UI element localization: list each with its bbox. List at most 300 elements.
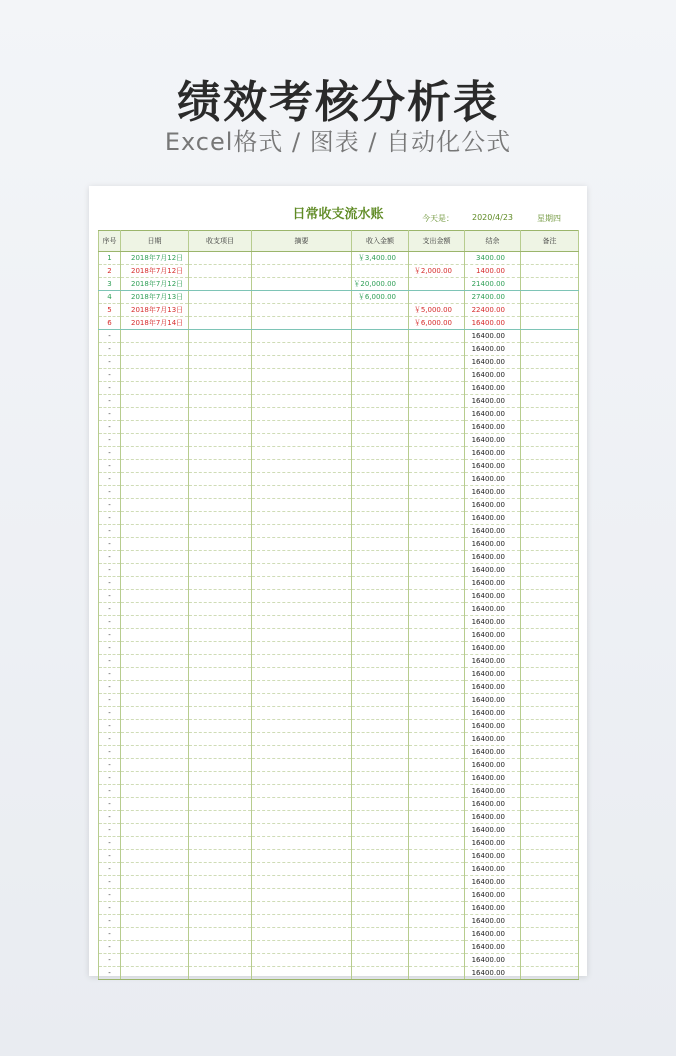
cell-date[interactable] — [121, 746, 189, 759]
cell-note[interactable] — [521, 473, 579, 486]
cell-date[interactable] — [121, 863, 189, 876]
table-row[interactable] — [99, 642, 579, 655]
cell-date[interactable] — [121, 733, 189, 746]
cell-expense[interactable] — [409, 837, 465, 850]
cell-balance[interactable]: 16400.00 — [465, 967, 521, 980]
cell-item[interactable] — [189, 590, 252, 603]
cell-income[interactable] — [352, 486, 409, 499]
cell-item[interactable] — [189, 772, 252, 785]
cell-income[interactable] — [352, 551, 409, 564]
table-row[interactable] — [99, 369, 579, 382]
cell-date[interactable] — [121, 876, 189, 889]
cell-expense[interactable] — [409, 928, 465, 941]
table-row[interactable] — [99, 616, 579, 629]
cell-seq[interactable]: - — [99, 421, 121, 434]
cell-date[interactable] — [121, 915, 189, 928]
cell-balance[interactable]: 16400.00 — [465, 499, 521, 512]
cell-note[interactable] — [521, 720, 579, 733]
cell-income[interactable] — [352, 460, 409, 473]
cell-expense[interactable] — [409, 915, 465, 928]
cell-seq[interactable]: - — [99, 954, 121, 967]
cell-note[interactable] — [521, 577, 579, 590]
table-row[interactable] — [99, 382, 579, 395]
cell-summary[interactable] — [252, 746, 352, 759]
cell-income[interactable] — [352, 811, 409, 824]
cell-summary[interactable] — [252, 629, 352, 642]
cell-note[interactable] — [521, 915, 579, 928]
cell-balance[interactable]: 16400.00 — [465, 629, 521, 642]
cell-note[interactable] — [521, 291, 579, 304]
cell-expense[interactable] — [409, 694, 465, 707]
cell-note[interactable] — [521, 408, 579, 421]
cell-item[interactable] — [189, 395, 252, 408]
cell-item[interactable] — [189, 317, 252, 330]
cell-seq[interactable]: - — [99, 876, 121, 889]
cell-expense[interactable] — [409, 551, 465, 564]
cell-balance[interactable]: 1400.00 — [465, 265, 521, 278]
cell-seq[interactable]: 3 — [99, 278, 121, 291]
cell-summary[interactable] — [252, 694, 352, 707]
cell-date[interactable] — [121, 421, 189, 434]
cell-expense[interactable] — [409, 876, 465, 889]
cell-expense[interactable] — [409, 850, 465, 863]
cell-income[interactable] — [352, 577, 409, 590]
cell-item[interactable] — [189, 850, 252, 863]
cell-summary[interactable] — [252, 343, 352, 356]
table-row[interactable] — [99, 720, 579, 733]
cell-balance[interactable]: 16400.00 — [465, 330, 521, 343]
cell-balance[interactable]: 16400.00 — [465, 512, 521, 525]
cell-date[interactable] — [121, 603, 189, 616]
cell-seq[interactable]: - — [99, 902, 121, 915]
cell-balance[interactable]: 16400.00 — [465, 681, 521, 694]
cell-expense[interactable] — [409, 564, 465, 577]
cell-seq[interactable]: - — [99, 720, 121, 733]
cell-date[interactable] — [121, 551, 189, 564]
cell-note[interactable] — [521, 343, 579, 356]
cell-expense[interactable] — [409, 460, 465, 473]
cell-note[interactable] — [521, 772, 579, 785]
cell-item[interactable] — [189, 733, 252, 746]
cell-item[interactable] — [189, 577, 252, 590]
cell-note[interactable] — [521, 434, 579, 447]
cell-income[interactable] — [352, 746, 409, 759]
cell-expense[interactable] — [409, 655, 465, 668]
cell-income[interactable] — [352, 759, 409, 772]
cell-income[interactable] — [352, 447, 409, 460]
cell-expense[interactable] — [409, 421, 465, 434]
cell-seq[interactable]: - — [99, 850, 121, 863]
cell-expense[interactable] — [409, 473, 465, 486]
table-row[interactable] — [99, 746, 579, 759]
cell-note[interactable] — [521, 811, 579, 824]
cell-seq[interactable]: - — [99, 629, 121, 642]
cell-item[interactable] — [189, 824, 252, 837]
cell-item[interactable] — [189, 941, 252, 954]
cell-note[interactable] — [521, 278, 579, 291]
cell-expense[interactable] — [409, 668, 465, 681]
cell-summary[interactable] — [252, 330, 352, 343]
cell-expense[interactable] — [409, 408, 465, 421]
cell-expense[interactable] — [409, 486, 465, 499]
cell-note[interactable] — [521, 629, 579, 642]
cell-seq[interactable]: - — [99, 759, 121, 772]
table-row[interactable] — [99, 694, 579, 707]
cell-note[interactable] — [521, 642, 579, 655]
cell-income[interactable] — [352, 850, 409, 863]
cell-income[interactable]: ￥6,000.00 — [352, 291, 409, 304]
cell-summary[interactable] — [252, 486, 352, 499]
cell-date[interactable] — [121, 655, 189, 668]
table-row[interactable] — [99, 785, 579, 798]
cell-summary[interactable] — [252, 681, 352, 694]
cell-note[interactable] — [521, 330, 579, 343]
cell-summary[interactable] — [252, 720, 352, 733]
cell-income[interactable] — [352, 395, 409, 408]
cell-expense[interactable] — [409, 707, 465, 720]
cell-date[interactable] — [121, 720, 189, 733]
cell-item[interactable] — [189, 928, 252, 941]
cell-expense[interactable] — [409, 577, 465, 590]
cell-income[interactable] — [352, 824, 409, 837]
cell-balance[interactable]: 22400.00 — [465, 304, 521, 317]
cell-date[interactable] — [121, 408, 189, 421]
cell-seq[interactable]: - — [99, 590, 121, 603]
cell-expense[interactable] — [409, 447, 465, 460]
cell-seq[interactable]: - — [99, 343, 121, 356]
cell-income[interactable]: ￥20,000.00 — [352, 278, 409, 291]
table-row[interactable] — [99, 824, 579, 837]
table-row[interactable] — [99, 603, 579, 616]
cell-summary[interactable] — [252, 733, 352, 746]
cell-expense[interactable] — [409, 681, 465, 694]
cell-summary[interactable] — [252, 278, 352, 291]
cell-summary[interactable] — [252, 967, 352, 980]
cell-seq[interactable]: - — [99, 395, 121, 408]
cell-summary[interactable] — [252, 317, 352, 330]
cell-balance[interactable]: 16400.00 — [465, 382, 521, 395]
cell-summary[interactable] — [252, 551, 352, 564]
cell-income[interactable] — [352, 265, 409, 278]
cell-income[interactable] — [352, 694, 409, 707]
cell-item[interactable] — [189, 447, 252, 460]
cell-date[interactable] — [121, 941, 189, 954]
cell-income[interactable] — [352, 512, 409, 525]
table-row[interactable] — [99, 330, 579, 343]
cell-seq[interactable]: - — [99, 603, 121, 616]
cell-seq[interactable]: - — [99, 707, 121, 720]
cell-income[interactable] — [352, 798, 409, 811]
cell-summary[interactable] — [252, 798, 352, 811]
cell-balance[interactable]: 16400.00 — [465, 395, 521, 408]
cell-date[interactable]: 2018年7月14日 — [121, 317, 189, 330]
cell-note[interactable] — [521, 317, 579, 330]
cell-summary[interactable] — [252, 928, 352, 941]
cell-summary[interactable] — [252, 499, 352, 512]
cell-seq[interactable]: 2 — [99, 265, 121, 278]
cell-summary[interactable] — [252, 577, 352, 590]
cell-expense[interactable] — [409, 954, 465, 967]
cell-date[interactable] — [121, 460, 189, 473]
cell-income[interactable] — [352, 408, 409, 421]
cell-note[interactable] — [521, 655, 579, 668]
cell-expense[interactable] — [409, 603, 465, 616]
cell-item[interactable] — [189, 382, 252, 395]
cell-summary[interactable] — [252, 941, 352, 954]
cell-seq[interactable]: - — [99, 577, 121, 590]
cell-expense[interactable] — [409, 330, 465, 343]
cell-expense[interactable] — [409, 356, 465, 369]
cell-seq[interactable]: 6 — [99, 317, 121, 330]
cell-summary[interactable] — [252, 382, 352, 395]
table-row[interactable] — [99, 551, 579, 564]
cell-date[interactable] — [121, 486, 189, 499]
cell-expense[interactable] — [409, 616, 465, 629]
cell-balance[interactable]: 16400.00 — [465, 447, 521, 460]
cell-balance[interactable]: 16400.00 — [465, 811, 521, 824]
cell-seq[interactable]: - — [99, 681, 121, 694]
cell-balance[interactable]: 16400.00 — [465, 720, 521, 733]
cell-balance[interactable]: 16400.00 — [465, 824, 521, 837]
cell-balance[interactable]: 16400.00 — [465, 356, 521, 369]
table-row[interactable] — [99, 681, 579, 694]
cell-item[interactable] — [189, 421, 252, 434]
cell-date[interactable] — [121, 759, 189, 772]
cell-seq[interactable]: - — [99, 642, 121, 655]
cell-balance[interactable]: 16400.00 — [465, 759, 521, 772]
cell-item[interactable] — [189, 720, 252, 733]
cell-balance[interactable]: 16400.00 — [465, 902, 521, 915]
cell-item[interactable] — [189, 304, 252, 317]
cell-note[interactable] — [521, 603, 579, 616]
cell-expense[interactable] — [409, 629, 465, 642]
cell-date[interactable]: 2018年7月13日 — [121, 291, 189, 304]
cell-date[interactable] — [121, 928, 189, 941]
cell-seq[interactable]: - — [99, 746, 121, 759]
cell-item[interactable] — [189, 616, 252, 629]
cell-seq[interactable]: - — [99, 382, 121, 395]
cell-expense[interactable] — [409, 798, 465, 811]
cell-date[interactable]: 2018年7月12日 — [121, 278, 189, 291]
cell-seq[interactable]: - — [99, 486, 121, 499]
cell-expense[interactable] — [409, 382, 465, 395]
cell-balance[interactable]: 16400.00 — [465, 564, 521, 577]
cell-expense[interactable] — [409, 967, 465, 980]
table-row[interactable] — [99, 395, 579, 408]
cell-expense[interactable] — [409, 733, 465, 746]
cell-expense[interactable] — [409, 369, 465, 382]
cell-note[interactable] — [521, 356, 579, 369]
cell-date[interactable] — [121, 434, 189, 447]
table-row[interactable] — [99, 278, 579, 291]
cell-note[interactable] — [521, 824, 579, 837]
cell-seq[interactable]: - — [99, 694, 121, 707]
cell-item[interactable] — [189, 707, 252, 720]
table-row[interactable] — [99, 655, 579, 668]
cell-date[interactable] — [121, 889, 189, 902]
cell-note[interactable] — [521, 421, 579, 434]
cell-income[interactable] — [352, 356, 409, 369]
cell-balance[interactable]: 16400.00 — [465, 772, 521, 785]
cell-seq[interactable]: - — [99, 824, 121, 837]
table-row[interactable] — [99, 850, 579, 863]
cell-balance[interactable]: 16400.00 — [465, 733, 521, 746]
cell-expense[interactable] — [409, 343, 465, 356]
table-row[interactable] — [99, 356, 579, 369]
cell-balance[interactable]: 16400.00 — [465, 785, 521, 798]
cell-income[interactable] — [352, 603, 409, 616]
cell-summary[interactable] — [252, 369, 352, 382]
cell-expense[interactable] — [409, 642, 465, 655]
cell-date[interactable] — [121, 330, 189, 343]
cell-item[interactable] — [189, 460, 252, 473]
cell-note[interactable] — [521, 499, 579, 512]
cell-item[interactable] — [189, 525, 252, 538]
cell-income[interactable]: ￥3,400.00 — [352, 252, 409, 265]
cell-item[interactable] — [189, 265, 252, 278]
cell-summary[interactable] — [252, 824, 352, 837]
cell-income[interactable] — [352, 304, 409, 317]
cell-income[interactable] — [352, 876, 409, 889]
cell-summary[interactable] — [252, 538, 352, 551]
cell-date[interactable] — [121, 850, 189, 863]
cell-balance[interactable]: 16400.00 — [465, 850, 521, 863]
cell-summary[interactable] — [252, 265, 352, 278]
cell-balance[interactable]: 16400.00 — [465, 941, 521, 954]
table-row[interactable] — [99, 460, 579, 473]
cell-date[interactable] — [121, 694, 189, 707]
cell-seq[interactable]: - — [99, 785, 121, 798]
cell-item[interactable] — [189, 837, 252, 850]
cell-income[interactable] — [352, 473, 409, 486]
cell-date[interactable]: 2018年7月13日 — [121, 304, 189, 317]
cell-date[interactable] — [121, 707, 189, 720]
table-row[interactable] — [99, 954, 579, 967]
cell-note[interactable] — [521, 551, 579, 564]
cell-item[interactable] — [189, 954, 252, 967]
cell-item[interactable] — [189, 603, 252, 616]
cell-summary[interactable] — [252, 252, 352, 265]
cell-note[interactable] — [521, 525, 579, 538]
cell-item[interactable] — [189, 967, 252, 980]
cell-balance[interactable]: 16400.00 — [465, 863, 521, 876]
cell-note[interactable] — [521, 382, 579, 395]
cell-item[interactable] — [189, 538, 252, 551]
cell-date[interactable] — [121, 772, 189, 785]
cell-note[interactable] — [521, 798, 579, 811]
cell-summary[interactable] — [252, 603, 352, 616]
cell-balance[interactable]: 16400.00 — [465, 915, 521, 928]
cell-note[interactable] — [521, 837, 579, 850]
cell-income[interactable] — [352, 772, 409, 785]
cell-note[interactable] — [521, 512, 579, 525]
cell-balance[interactable]: 16400.00 — [465, 408, 521, 421]
cell-summary[interactable] — [252, 434, 352, 447]
cell-summary[interactable] — [252, 668, 352, 681]
cell-balance[interactable]: 16400.00 — [465, 642, 521, 655]
cell-summary[interactable] — [252, 447, 352, 460]
cell-item[interactable] — [189, 564, 252, 577]
cell-item[interactable] — [189, 512, 252, 525]
cell-balance[interactable]: 16400.00 — [465, 616, 521, 629]
cell-seq[interactable]: 4 — [99, 291, 121, 304]
cell-date[interactable] — [121, 681, 189, 694]
cell-expense[interactable] — [409, 512, 465, 525]
cell-seq[interactable]: - — [99, 928, 121, 941]
cell-item[interactable] — [189, 291, 252, 304]
cell-income[interactable] — [352, 369, 409, 382]
cell-note[interactable] — [521, 460, 579, 473]
cell-income[interactable] — [352, 616, 409, 629]
cell-note[interactable] — [521, 304, 579, 317]
cell-date[interactable] — [121, 824, 189, 837]
table-row[interactable] — [99, 798, 579, 811]
cell-income[interactable] — [352, 343, 409, 356]
cell-balance[interactable]: 16400.00 — [465, 369, 521, 382]
cell-income[interactable] — [352, 434, 409, 447]
cell-balance[interactable]: 16400.00 — [465, 590, 521, 603]
cell-date[interactable] — [121, 785, 189, 798]
cell-seq[interactable]: - — [99, 668, 121, 681]
cell-expense[interactable] — [409, 902, 465, 915]
table-row[interactable] — [99, 564, 579, 577]
cell-summary[interactable] — [252, 421, 352, 434]
cell-balance[interactable]: 16400.00 — [465, 551, 521, 564]
cell-income[interactable] — [352, 629, 409, 642]
table-row[interactable] — [99, 837, 579, 850]
cell-income[interactable] — [352, 941, 409, 954]
cell-seq[interactable]: - — [99, 460, 121, 473]
cell-date[interactable]: 2018年7月12日 — [121, 265, 189, 278]
cell-balance[interactable]: 16400.00 — [465, 434, 521, 447]
cell-balance[interactable]: 16400.00 — [465, 889, 521, 902]
cell-seq[interactable]: - — [99, 369, 121, 382]
cell-date[interactable] — [121, 343, 189, 356]
cell-item[interactable] — [189, 759, 252, 772]
cell-summary[interactable] — [252, 642, 352, 655]
cell-seq[interactable]: - — [99, 434, 121, 447]
cell-summary[interactable] — [252, 564, 352, 577]
cell-note[interactable] — [521, 538, 579, 551]
cell-seq[interactable]: - — [99, 356, 121, 369]
cell-note[interactable] — [521, 447, 579, 460]
cell-item[interactable] — [189, 473, 252, 486]
cell-date[interactable] — [121, 499, 189, 512]
cell-income[interactable] — [352, 954, 409, 967]
cell-seq[interactable]: - — [99, 772, 121, 785]
cell-income[interactable] — [352, 668, 409, 681]
cell-summary[interactable] — [252, 408, 352, 421]
cell-balance[interactable]: 16400.00 — [465, 343, 521, 356]
cell-balance[interactable]: 16400.00 — [465, 798, 521, 811]
table-row[interactable] — [99, 863, 579, 876]
cell-balance[interactable]: 16400.00 — [465, 421, 521, 434]
cell-income[interactable] — [352, 590, 409, 603]
cell-expense[interactable] — [409, 395, 465, 408]
cell-income[interactable] — [352, 928, 409, 941]
cell-balance[interactable]: 16400.00 — [465, 525, 521, 538]
cell-expense[interactable] — [409, 278, 465, 291]
cell-item[interactable] — [189, 499, 252, 512]
cell-date[interactable] — [121, 642, 189, 655]
cell-item[interactable] — [189, 278, 252, 291]
cell-summary[interactable] — [252, 876, 352, 889]
cell-date[interactable] — [121, 616, 189, 629]
cell-income[interactable] — [352, 330, 409, 343]
table-row[interactable] — [99, 928, 579, 941]
cell-date[interactable] — [121, 538, 189, 551]
cell-date[interactable] — [121, 837, 189, 850]
